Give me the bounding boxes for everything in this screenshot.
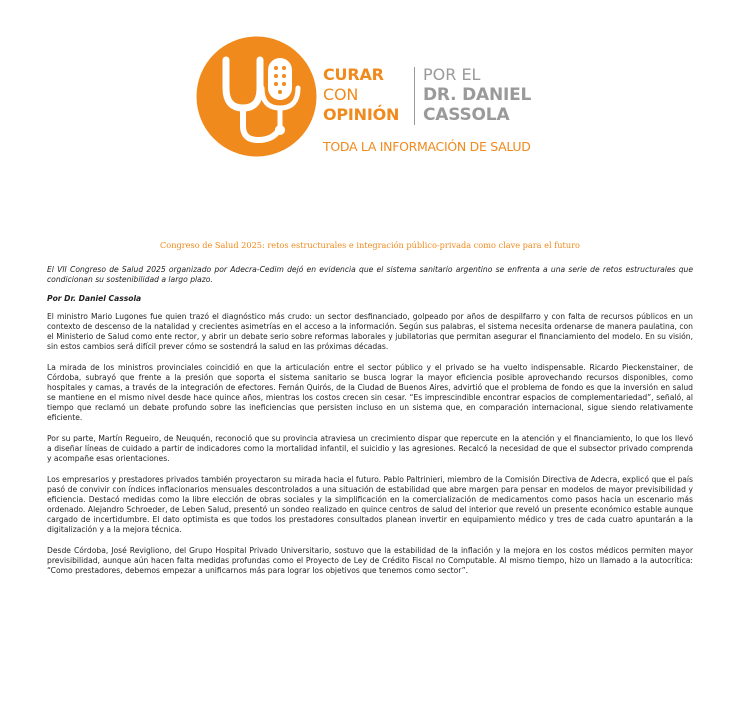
brand-line-2: CON bbox=[323, 85, 359, 104]
article-title: Congreso de Salud 2025: retos estructurales e integración público-privada como clave para el futuro bbox=[160, 240, 580, 250]
article-paragraph: La mirada de los ministros provinciales coincidió en que la articulación entre el sector público y el privado se ha vuelto indispensable. Ricardo Pieckenstainer, de Córdoba, subrayó que frente a la presión que soporta el sistema sanitario se busca lograr la mayor eficiencia posible aprovechando recursos disponibles, como hospitales y camas, a través de la integración de efectores. Fernán Quirós, de la Ciudad de Buenos Aires, advirtió que el problema de fondo es que la inversión en salud se mantiene en el mismo nivel desde hace quince años, mientras los costos crecen sin cesar. “Es imprescindible encontrar espacios de complementariedad”, señaló, al tiempo que reclamó un debate profundo sobre las ineficiencias que persisten incluso en un sistema que, en comparación internacional, sigue siendo relativamente eficiente. bbox=[47, 363, 693, 422]
brand-line-3: OPINIÓN bbox=[323, 105, 400, 124]
brand-name bbox=[323, 65, 399, 125]
logo-divider bbox=[414, 67, 415, 125]
brand-line-1: CURAR bbox=[323, 65, 384, 84]
logo-tagline: TODA LA INFORMACIÓN DE SALUD bbox=[323, 139, 531, 154]
article-paragraph: Desde Córdoba, José Revigliono, del Grupo Hospital Privado Universitario, sostuvo que la estabilidad de la inflación y la mejora en los costos médicos permiten mayor previsibilidad, aunque aún hacen falta medidas profundas como el Proyecto de Ley de Crédito Fiscal no Computable. Al mismo tiempo, hizo un llamado a la autocrítica: “Como prestadores, debemos empezar a unificarnos más para lograr los objetivos que tenemos como sector”. bbox=[47, 546, 693, 575]
author-prefix: POR EL bbox=[423, 65, 481, 84]
author-name-line-2: CASSOLA bbox=[423, 105, 510, 125]
article bbox=[47, 240, 693, 587]
logo-author bbox=[423, 65, 531, 125]
article-lead: El VII Congreso de Salud 2025 organizado por Adecra-Cedim dejó en evidencia que el sistema sanitario argentino se enfrenta a una serie de retos estructurales que condicionan su sostenibilidad a largo plazo. bbox=[47, 265, 693, 284]
article-byline: Por Dr. Daniel Cassola bbox=[47, 294, 142, 303]
article-paragraph: Los empresarios y prestadores privados también proyectaron su mirada hacia el futuro. Pablo Paltrinieri, miembro de la Comisión Directiva de Adecra, explicó que el país pasó de convivir con índices inflacionarios mensuales descontrolados a una situación de estabilidad que abre margen para pensar en modelos de mayor previsibilidad y eficiencia. Destacó medidas como la libre elección de obras sociales y la simplificación en la comercialización de medicamentos como pasos hacia un escenario más ordenado. Alejandro Schroeder, de Leben Salud, presentó un sondeo realizado en quince centros de salud del interior que reveló un presente económico estable aunque cargado de incertidumbre. El dato optimista es que todos los prestadores consultados planean invertir en equipamiento médico y tres de cada cuatro apuntarán a la digitalización y a la mejora técnica. bbox=[47, 475, 693, 534]
stethoscope-microphone-icon bbox=[196, 36, 317, 157]
article-paragraph: El ministro Mario Lugones fue quien trazó el diagnóstico más crudo: un sector desfinanciado, golpeado por años de despilfarro y con falta de recursos públicos en un contexto de descenso de la natalidad y crecientes asimetrías en el acceso a la información. Según sus palabras, el sistema necesita ordenarse de manera paulatina, con el Ministerio de Salud como ente rector, y abrir un debate serio sobre reformas laborales y jubilatorias que permitan asegurar el financiamiento del modelo. En su visión, sin estos cambios será difícil prever cómo se sostendrá la salud en las próximas décadas. bbox=[47, 312, 693, 351]
author-name-line-1: DR. DANIEL bbox=[423, 85, 532, 105]
site-logo[interactable] bbox=[196, 36, 536, 186]
article-paragraph: Por su parte, Martín Regueiro, de Neuquén, reconoció que su provincia atraviesa un crecimiento dispar que repercute en la atención y el financiamiento, lo que los llevó a diseñar líneas de cuidado a partir de indicadores como la mortalidad infantil, el suicidio y las agresiones. Recalcó la necesidad de que el subsector privado comprenda y acompañe esas orientaciones. bbox=[47, 434, 693, 463]
